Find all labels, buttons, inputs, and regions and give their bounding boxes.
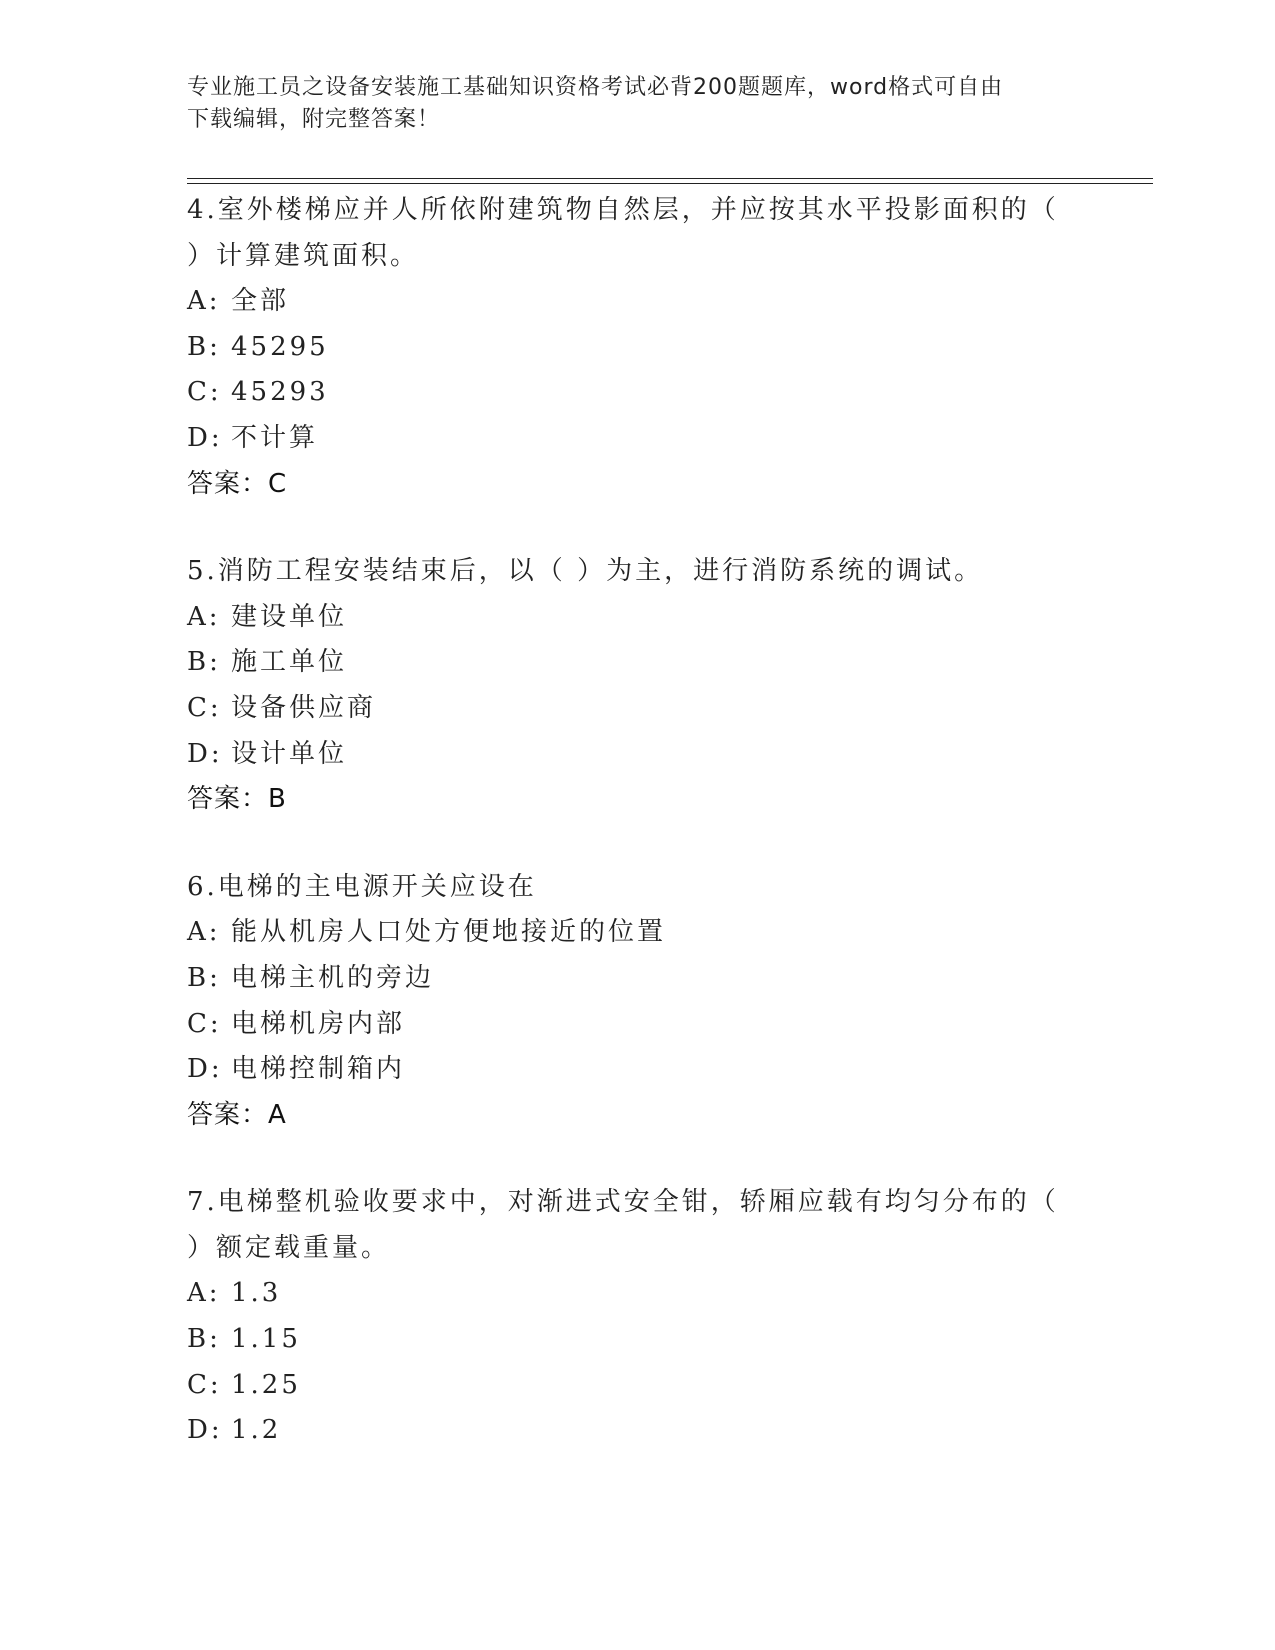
option-b <box>187 1317 1067 1363</box>
option-text: 45293 <box>231 377 329 408</box>
option-a <box>187 1271 1067 1317</box>
question-4 <box>187 188 1067 507</box>
option-text: 电梯控制箱内 <box>231 1054 406 1085</box>
question-text: 5.消防工程安装结束后，以（ ）为主，进行消防系统的调试。 <box>187 556 984 587</box>
option-text: 1.2 <box>231 1415 282 1446</box>
option-key: D: <box>187 1415 223 1446</box>
option-key: C: <box>187 377 222 408</box>
option-key: D: <box>187 1054 223 1085</box>
question-5 <box>187 549 1067 823</box>
option-key: A: <box>187 286 221 317</box>
option-key: B: <box>187 331 221 362</box>
option-b <box>187 325 1067 371</box>
option-text: 1.25 <box>231 1369 301 1400</box>
header-divider-bottom <box>187 183 1153 184</box>
option-key: C: <box>187 1008 222 1039</box>
option-text: 设计单位 <box>231 738 348 769</box>
question-text: 6.电梯的主电源开关应设在 <box>187 871 537 902</box>
option-key: B: <box>187 962 221 993</box>
option-a <box>187 279 1067 325</box>
answer: 答案：C <box>187 468 288 499</box>
option-text: 设备供应商 <box>231 692 377 723</box>
header-line-2: 下载编辑，附完整答案！ <box>187 107 441 132</box>
option-key: A: <box>187 601 221 632</box>
option-key: B: <box>187 647 221 678</box>
option-c <box>187 370 1067 416</box>
question-list <box>187 188 1067 1496</box>
option-key: A: <box>187 917 221 948</box>
option-key: D: <box>187 738 223 769</box>
option-d <box>187 416 1067 462</box>
question-7 <box>187 1180 1067 1454</box>
option-text: 1.15 <box>231 1324 301 1355</box>
option-c <box>187 1363 1067 1409</box>
option-d <box>187 732 1067 778</box>
option-a <box>187 910 1067 956</box>
option-text: 电梯机房内部 <box>231 1008 406 1039</box>
header-line-1: 专业施工员之设备安装施工基础知识资格考试必背200题题库，word格式可自由 <box>187 75 1004 100</box>
option-d <box>187 1047 1067 1093</box>
option-a <box>187 595 1067 641</box>
option-key: C: <box>187 1369 222 1400</box>
option-text: 全部 <box>231 286 290 317</box>
option-text: 建设单位 <box>231 601 348 632</box>
header-divider-top <box>187 178 1153 179</box>
option-key: A: <box>187 1278 221 1309</box>
option-d <box>187 1408 1067 1454</box>
question-text-continued: ）计算建筑面积。 <box>187 240 420 271</box>
document-header <box>187 72 1067 136</box>
question-6 <box>187 865 1067 1139</box>
option-text: 45295 <box>231 331 329 362</box>
option-c <box>187 1002 1067 1048</box>
option-text: 施工单位 <box>231 647 348 678</box>
option-text: 1.3 <box>231 1278 282 1309</box>
option-b <box>187 956 1067 1002</box>
option-key: B: <box>187 1324 221 1355</box>
option-key: D: <box>187 422 223 453</box>
option-b <box>187 640 1067 686</box>
option-c <box>187 686 1067 732</box>
option-key: C: <box>187 692 222 723</box>
option-text: 能从机房人口处方便地接近的位置 <box>231 917 667 948</box>
question-text: 7.电梯整机验收要求中，对渐进式安全钳，轿厢应载有均匀分布的（ <box>187 1187 1059 1218</box>
question-text-continued: ）额定载重量。 <box>187 1232 391 1263</box>
answer: 答案：B <box>187 784 287 815</box>
option-text: 电梯主机的旁边 <box>231 962 435 993</box>
question-text: 4.室外楼梯应并人所依附建筑物自然层，并应按其水平投影面积的（ <box>187 195 1059 225</box>
option-text: 不计算 <box>231 422 319 453</box>
answer: 答案：A <box>187 1099 287 1130</box>
